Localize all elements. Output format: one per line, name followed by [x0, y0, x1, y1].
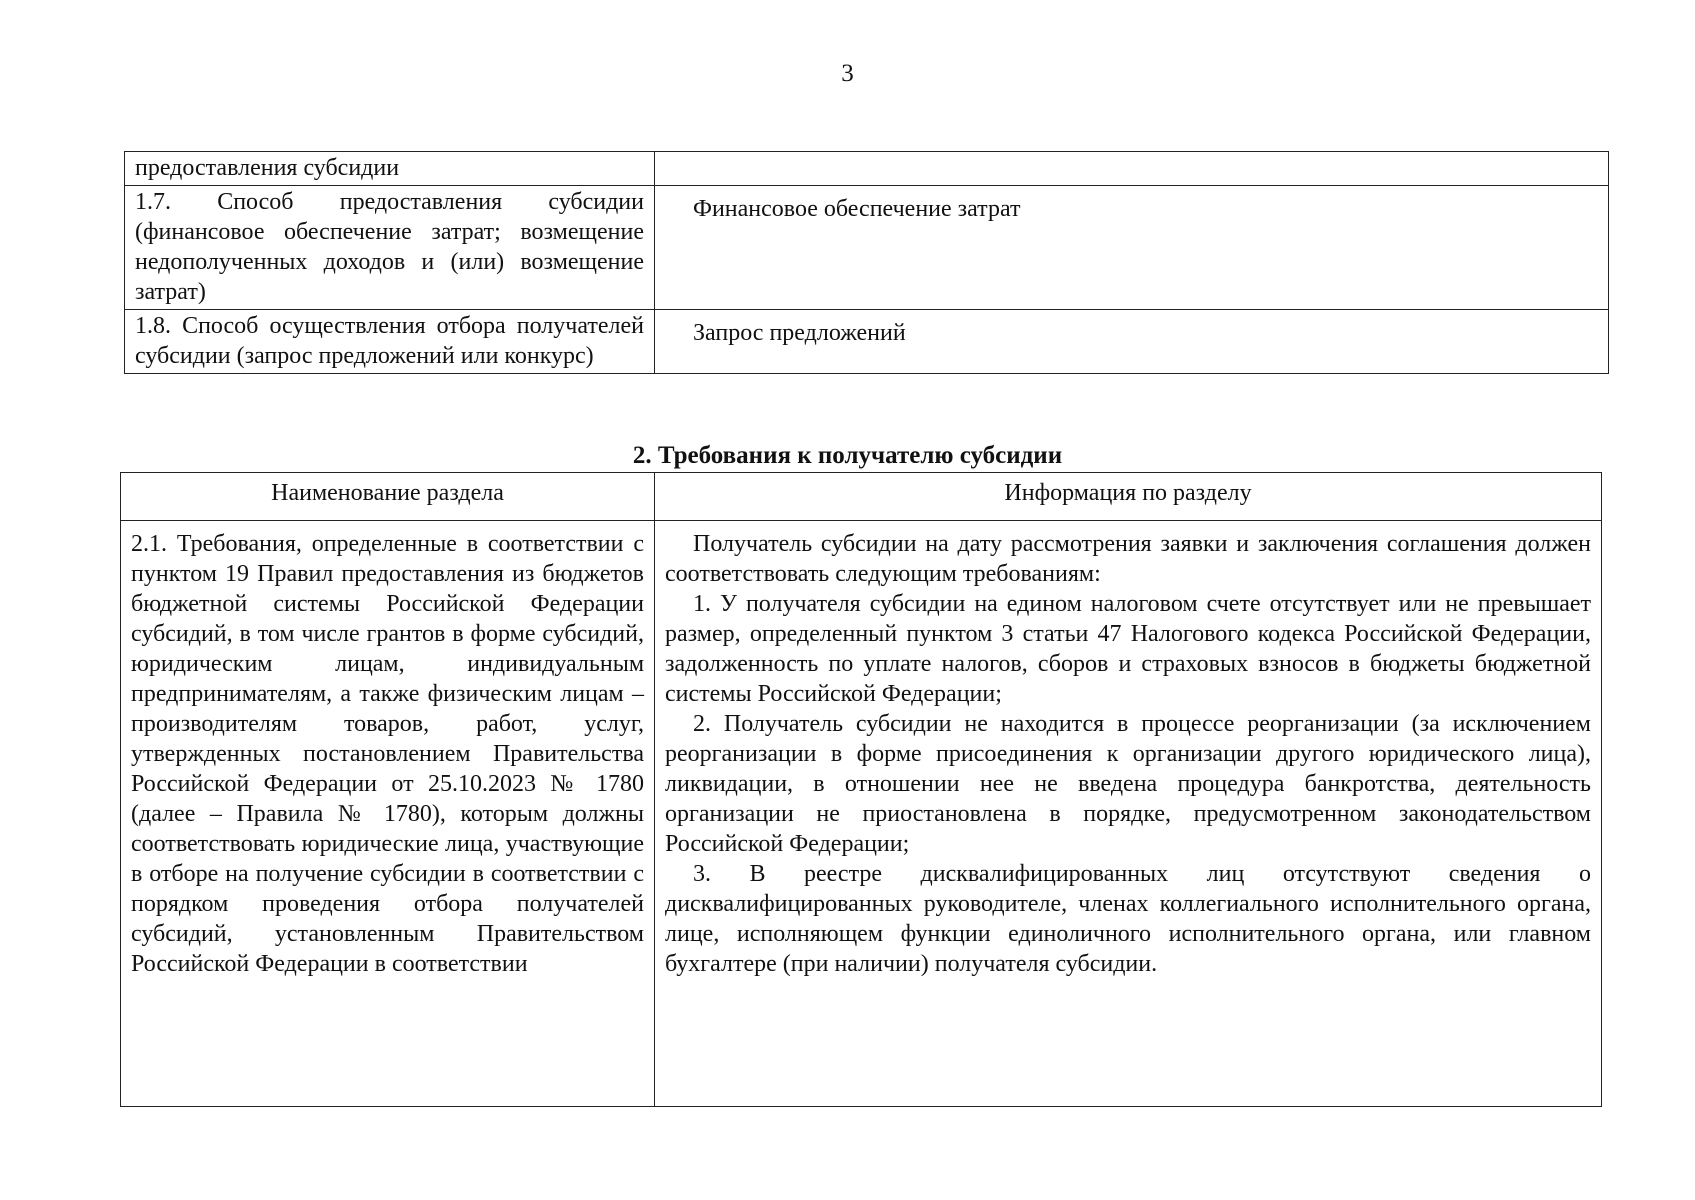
requirement-info-cell [655, 521, 1602, 1107]
info-item-1: 1. У получателя субсидии на едином налоговом счете отсутствует или не превышает размер, определенный пунктом 3 статьи 47 Налогового кодекса Российской Федерации, задолженность по уплате налогов, сборов и страховых взносов в бюджеты бюджетной системы Российской Федерации; [665, 591, 1591, 707]
column-header-section-info: Информация по разделу [655, 473, 1602, 521]
table-header-row [121, 473, 1602, 521]
info-item-2: 2. Получатель субсидии не находится в процессе реорганизации (за исключением реорганизации в форме присоединения к организации другого юридического лица), ликвидации, в отношении нее не введена процедура банкротства, деятельность организации не приостановлена в порядке, предусмотренном законодательством Российской Федерации; [665, 711, 1591, 857]
info-item-3: 3. В реестре дисквалифицированных лиц отсутствуют сведения о дисквалифицированных руководителе, членах коллегиального исполнительного органа, лице, исполняющем функции единоличного исполнительного органа, или главном бухгалтере (при наличии) получателя субсидии. [665, 861, 1591, 977]
row-label: 1.8. Способ осуществления отбора получателей субсидии (запрос предложений или конкурс) [125, 310, 655, 374]
page-number: 3 [841, 60, 854, 87]
table-row [125, 152, 1609, 186]
column-header-section-name: Наименование раздела [121, 473, 655, 521]
table-row [125, 310, 1609, 374]
section-title: 2. Требования к получателю субсидии [632, 442, 1063, 469]
table-row [121, 521, 1602, 1107]
row-value [655, 152, 1609, 186]
row-label: предоставления субсидии [125, 152, 655, 186]
subsidy-parameters-table [124, 151, 1609, 374]
requirement-label: 2.1. Требования, определенные в соответствии с пунктом 19 Правил предоставления из бюджетов бюджетной системы Российской Федерации субсидий, в том числе грантов в форме субсидий, юридическим лицам, индивидуальным предпринимателям, а также физическим лицам – производителям товаров, работ, услуг, утвержденных постановлением Правительства Российской Федерации от 25.10.2023 № 1780 (далее – Правила № 1780), которым должны соответствовать юридические лица, участвующие в отборе на получение субсидии в соответствии с порядком проведения отбора получателей субсидий, установленным Правительством Российской Федерации в соответствии [131, 531, 644, 977]
info-intro: Получатель субсидии на дату рассмотрения заявки и заключения соглашения должен соответствовать следующим требованиям: [665, 531, 1591, 587]
row-value: Запрос предложений [655, 310, 1609, 374]
row-label: 1.7. Способ предоставления субсидии (финансовое обеспечение затрат; возмещение недополученных доходов и (или) возмещение затрат) [125, 186, 655, 310]
requirement-label-cell [121, 521, 655, 1107]
table-row [125, 186, 1609, 310]
row-value: Финансовое обеспечение затрат [655, 186, 1609, 310]
recipient-requirements-table [120, 472, 1602, 1107]
